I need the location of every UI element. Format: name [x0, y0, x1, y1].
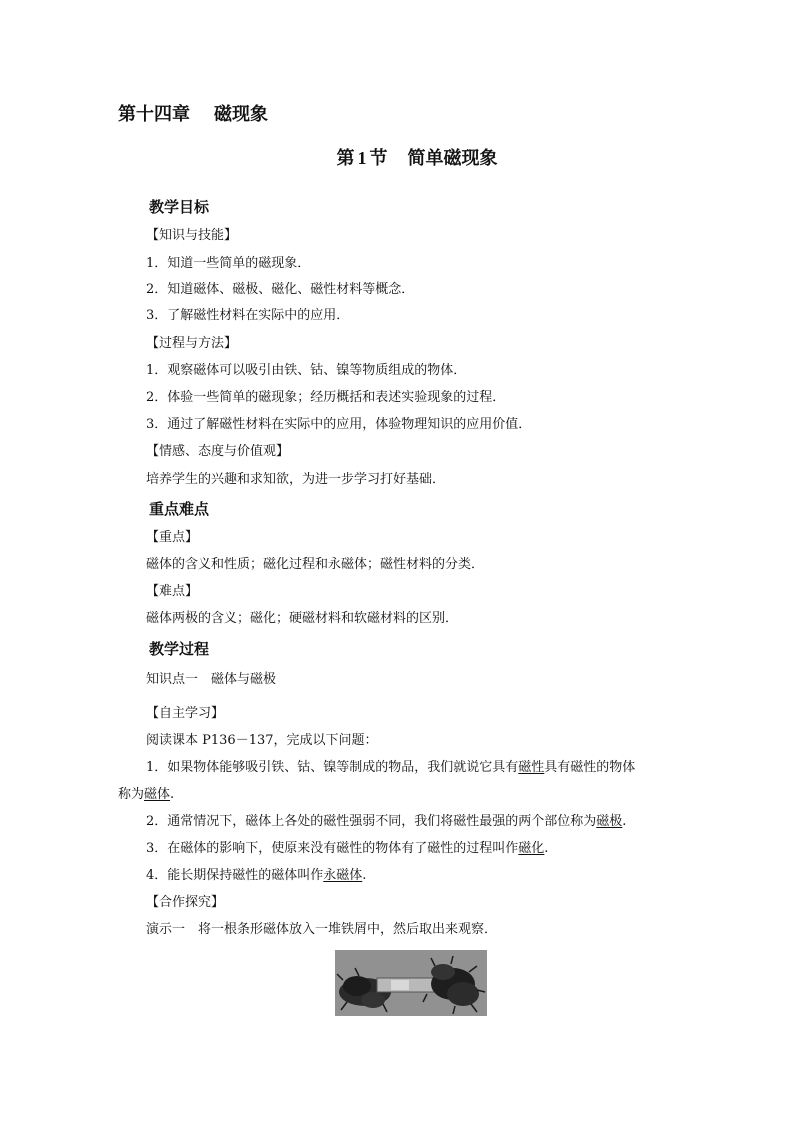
question-1-text-cont: 具有磁性的物体 [544, 760, 636, 775]
punctuation: . [170, 787, 175, 802]
section-digit: 1 [357, 148, 367, 168]
magnet-iron-filings-image [335, 950, 487, 1016]
reading-intro: 阅读课本 P136－137，完成以下问题： [146, 733, 378, 748]
section-title [0, 144, 794, 170]
cooperation-label: 【合作探究】 [146, 895, 225, 910]
question-3 [146, 841, 548, 857]
answer-blank: 永磁体 [323, 868, 363, 883]
question-1-wrap [118, 787, 174, 803]
chapter-name: 磁现象 [214, 104, 268, 125]
question-1 [146, 760, 635, 776]
punctuation: . [362, 868, 367, 883]
answer-blank: 磁极 [596, 814, 623, 829]
answer-blank: 磁性 [518, 760, 545, 775]
goals-heading: 教学目标 [149, 198, 210, 216]
knowledge-item: 2．知道磁体、磁极、磁化、磁性材料等概念． [146, 282, 415, 297]
process-method-item: 1．观察磁体可以吸引由铁、钴、镍等物质组成的物体． [146, 363, 467, 378]
section-suffix: 节 [369, 148, 388, 169]
chapter-title [118, 100, 268, 126]
key-points-heading: 重点难点 [149, 500, 210, 518]
demo-text: 演示一 将一根条形磁体放入一堆铁屑中，然后取出来观察． [146, 922, 498, 937]
question-2 [146, 814, 626, 830]
key-text: 磁体的含义和性质；磁化过程和永磁体；磁性材料的分类． [146, 557, 485, 572]
magnet-iron-filings-photo [335, 950, 487, 1016]
emotion-label: 【情感、态度与价值观】 [146, 444, 290, 459]
knowledge-label: 【知识与技能】 [146, 228, 238, 243]
key-label: 【重点】 [146, 530, 199, 545]
knowledge-item: 3．了解磁性材料在实际中的应用． [146, 308, 350, 323]
answer-blank: 磁化 [518, 841, 545, 856]
question-1-text-end: 称为 [118, 787, 145, 802]
question-3-text: 3．在磁体的影响下，使原来没有磁性的物体有了磁性的过程叫作 [146, 841, 519, 856]
question-2-text: 2．通常情况下，磁体上各处的磁性强弱不同，我们将磁性最强的两个部位称为 [146, 814, 597, 829]
question-1-text: 1．如果物体能够吸引铁、钴、镍等制成的物品，我们就说它具有 [146, 760, 519, 775]
punctuation: . [622, 814, 627, 829]
punctuation: . [544, 841, 549, 856]
section-number: 第 [336, 148, 355, 169]
question-4-text: 4．能长期保持磁性的磁体叫作 [146, 868, 324, 883]
difficult-text: 磁体两极的含义；磁化；硬磁材料和软磁材料的区别． [146, 611, 459, 626]
chapter-number: 第十四章 [118, 104, 190, 125]
self-study-label: 【自主学习】 [146, 706, 225, 721]
difficult-label: 【难点】 [146, 584, 199, 599]
emotion-text: 培养学生的兴趣和求知欲，为进一步学习打好基础． [146, 472, 446, 487]
process-heading: 教学过程 [149, 640, 210, 658]
process-method-item: 2．体验一些简单的磁现象；经历概括和表述实验现象的过程． [146, 390, 506, 405]
process-method-label: 【过程与方法】 [146, 336, 238, 351]
section-name: 简单磁现象 [407, 148, 498, 169]
question-4 [146, 868, 366, 884]
knowledge-item: 1．知道一些简单的磁现象． [146, 256, 311, 271]
process-method-item: 3．通过了解磁性材料在实际中的应用，体验物理知识的应用价值． [146, 417, 532, 432]
knowledge-point-title: 知识点一 磁体与磁极 [146, 672, 277, 687]
answer-blank: 磁体 [144, 787, 171, 802]
